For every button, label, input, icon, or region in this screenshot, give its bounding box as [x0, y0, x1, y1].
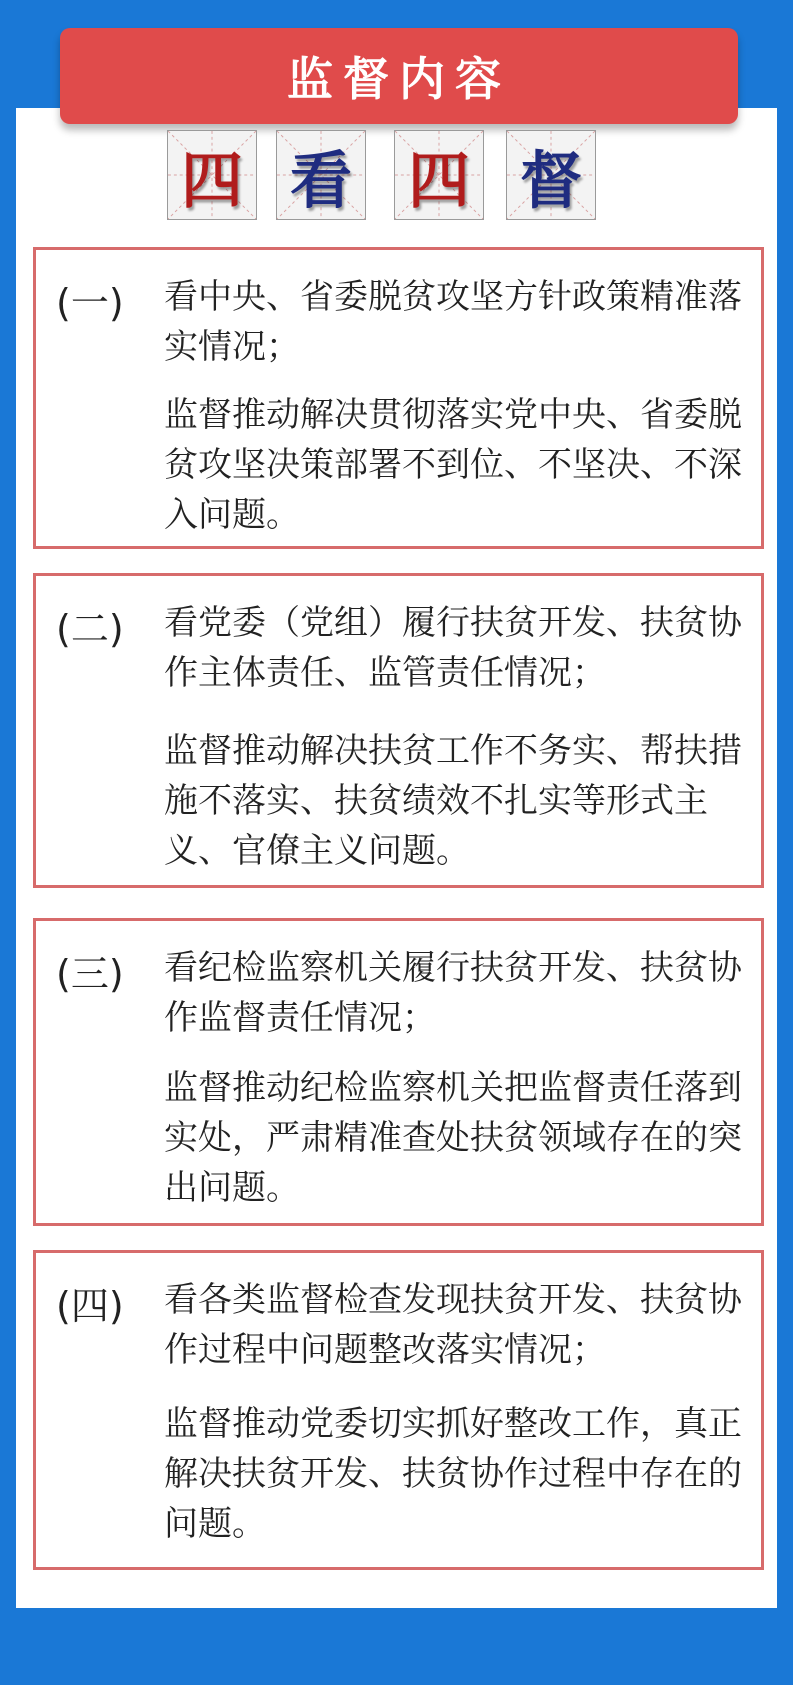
item-number: (四) [56, 1284, 124, 1328]
title-banner [60, 28, 738, 124]
item-heading: 看纪检监察机关履行扶贫开发、扶贫协作监督责任情况； [164, 948, 742, 1038]
item-body: 监督推动纪检监察机关把监督责任落到实处，严肃精准查处扶贫领域存在的突出问题。 [164, 1068, 742, 1208]
char-box-du [506, 130, 596, 220]
char-glyph: 督 [519, 143, 582, 217]
char-glyph: 四 [407, 143, 470, 217]
item-body: 监督推动解决贯彻落实党中央、省委脱贫攻坚决策部署不到位、不坚决、不深入问题。 [164, 395, 742, 535]
item-body: 监督推动党委切实抓好整改工作，真正解决扶贫开发、扶贫协作过程中存在的问题。 [164, 1404, 742, 1544]
item-heading: 看各类监督检查发现扶贫开发、扶贫协作过程中问题整改落实情况； [164, 1280, 742, 1370]
char-glyph: 四 [180, 143, 243, 217]
item-3 [33, 918, 764, 1226]
char-box-si-2 [394, 130, 484, 220]
banner-title: 监督内容 [287, 52, 511, 106]
char-glyph: 看 [289, 143, 352, 217]
item-number: (二) [56, 607, 124, 651]
item-number: (三) [56, 952, 124, 996]
char-box-si-1 [167, 130, 257, 220]
item-heading: 看中央、省委脱贫攻坚方针政策精准落实情况； [164, 277, 742, 367]
four-character-row [0, 130, 793, 222]
item-heading: 看党委（党组）履行扶贫开发、扶贫协作主体责任、监管责任情况； [164, 603, 742, 693]
item-number: (一) [56, 281, 124, 325]
item-4 [33, 1250, 764, 1570]
item-1 [33, 247, 764, 549]
item-2 [33, 573, 764, 888]
item-body: 监督推动解决扶贫工作不务实、帮扶措施不落实、扶贫绩效不扎实等形式主义、官僚主义问题。 [164, 731, 742, 871]
char-box-kan [276, 130, 366, 220]
